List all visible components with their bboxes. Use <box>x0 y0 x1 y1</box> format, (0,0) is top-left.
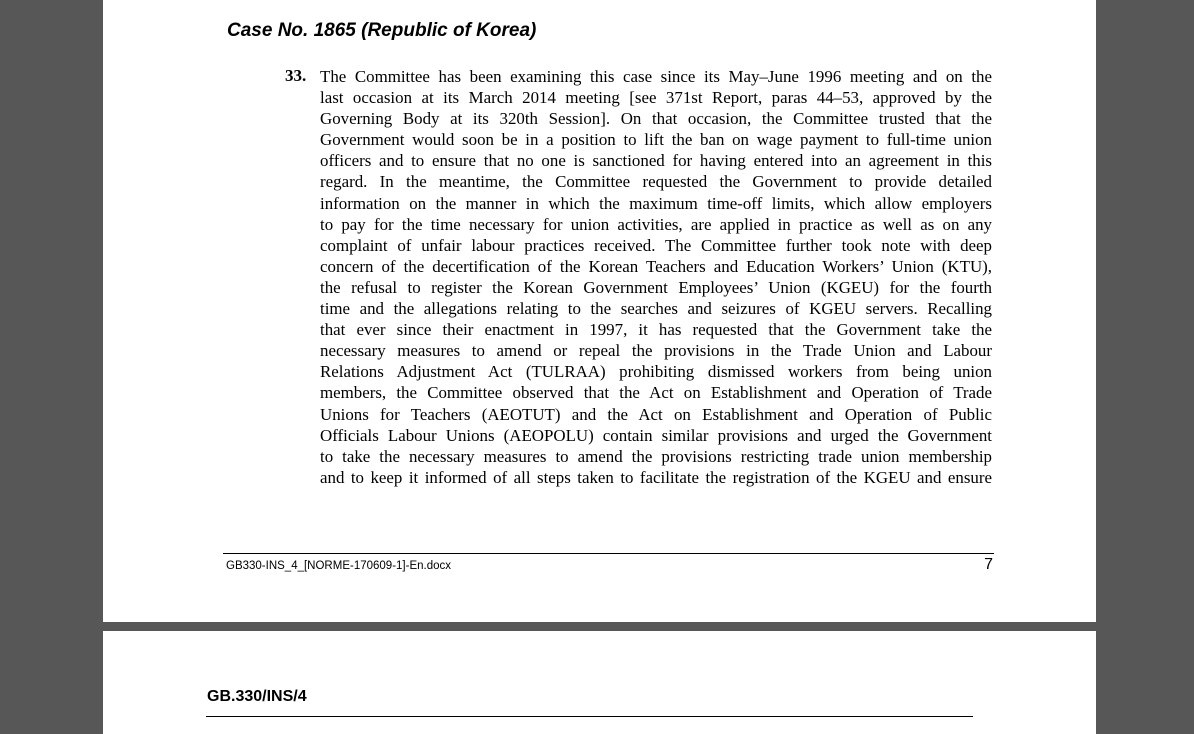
paragraph-line: complaint of unfair labour practices received. The Committee further took note with deep <box>320 235 992 255</box>
paragraph-line: Governing Body at its 320th Session]. On that occasion, the Committee trusted that the <box>320 109 992 129</box>
footer-divider <box>223 553 994 554</box>
paragraph-line: information on the manner in which the maximum time-off limits, which allow employers <box>320 193 992 213</box>
paragraph-line: and to keep it informed of all steps taken to facilitate the registration of the KGEU and ensure <box>320 467 992 487</box>
paragraph-line: members, the Committee observed that the Act on Establishment and Operation of Trade <box>320 383 992 403</box>
paragraph-body <box>320 66 992 488</box>
footer-page-number: 7 <box>984 556 993 573</box>
paragraph-number: 33. <box>285 66 307 85</box>
case-heading: Case No. 1865 (Republic of Korea) <box>227 20 537 41</box>
header-document-symbol: GB.330/INS/4 <box>207 688 307 705</box>
paragraph-line: regard. In the meantime, the Committee requested the Government to provide detailed <box>320 172 992 192</box>
paragraph-line: The Committee has been examining this case since its May–June 1996 meeting and on the <box>320 67 992 86</box>
paragraph-line: concern of the decertification of the Korean Teachers and Education Workers’ Union (KTU), <box>320 256 992 276</box>
paragraph-line: necessary measures to amend or repeal the provisions in the Trade Union and Labour <box>320 341 992 361</box>
document-page-7 <box>103 0 1096 622</box>
footer-filename: GB330-INS_4_[NORME-170609-1]-En.docx <box>226 560 451 572</box>
paragraph-line: time and the allegations relating to the searches and seizures of KGEU servers. Recalling <box>320 299 992 319</box>
paragraph-line: Relations Adjustment Act (TULRAA) prohibiting dismissed workers from being union <box>320 362 992 382</box>
document-page-8 <box>103 631 1096 734</box>
paragraph-line: Government would soon be in a position to lift the ban on wage payment to full-time union <box>320 130 992 150</box>
paragraph-line: Unions for Teachers (AEOTUT) and the Act on Establishment and Operation of Public <box>320 404 992 424</box>
header-divider <box>206 716 973 717</box>
paragraph-line: officers and to ensure that no one is sanctioned for having entered into an agreement in this <box>320 151 992 171</box>
paragraph-line: to pay for the time necessary for union activities, are applied in practice as well as on any <box>320 214 992 234</box>
paragraph-line: to take the necessary measures to amend the provisions restricting trade union membership <box>320 446 992 466</box>
paragraph-line: Officials Labour Unions (AEOPOLU) contain similar provisions and urged the Government <box>320 425 992 445</box>
paragraph-line: the refusal to register the Korean Government Employees’ Union (KGEU) for the fourth <box>320 277 992 297</box>
paragraph-line: that ever since their enactment in 1997, it has requested that the Government take the <box>320 320 992 340</box>
paragraph-line: last occasion at its March 2014 meeting [see 371st Report, paras 44–53, approved by the <box>320 88 992 108</box>
